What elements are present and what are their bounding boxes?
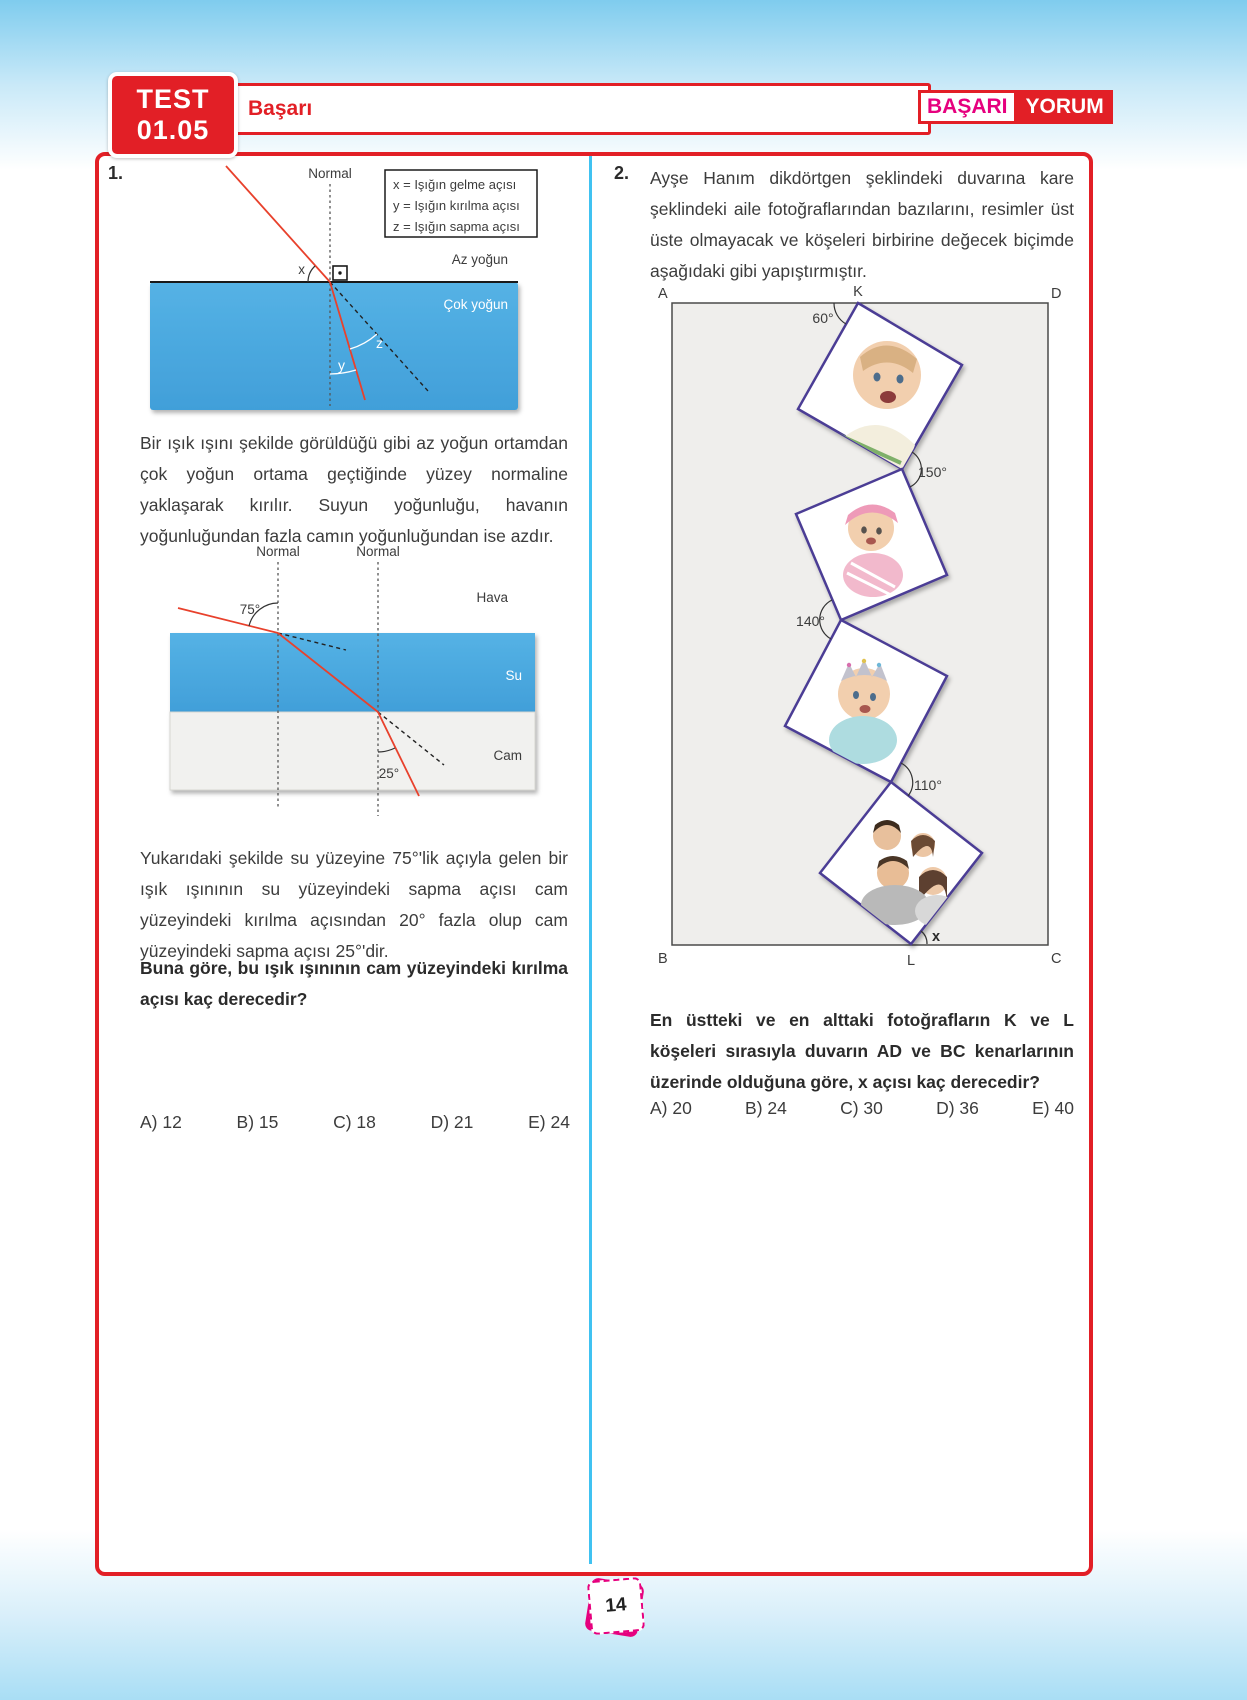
angle-x-label: x [932,929,941,945]
normal-label: Normal [308,166,352,181]
more-dense-label: Çok yoğun [443,297,508,312]
q2-option-c: C) 30 [840,1098,883,1118]
publisher-logo [918,90,1113,124]
angle-110-label: 110° [914,777,942,793]
test-number: 01.05 [136,115,210,145]
corner-c-label: C [1051,951,1062,967]
corner-a-label: A [658,286,668,302]
q2-option-e: E) 40 [1032,1098,1074,1118]
corner-b-label: B [658,951,668,967]
glass-angle-label: 25° [378,766,400,781]
glass-layer [170,712,535,790]
legend-line-z: z = Işığın sapma açısı [393,219,520,234]
point-l-label: L [906,953,916,969]
q1-option-a: A) 12 [140,1112,182,1132]
publisher-logo-right: YORUM [1017,90,1113,124]
glass-label: Cam [493,748,522,763]
q2-option-a: A) 20 [650,1098,692,1118]
q1-paragraph-1: Bir ışık ışını şekilde görüldüğü gibi az yoğun ortamdan çok yoğun ortama geçtiğinde yüzey normaline yaklaşarak kırılır. Suyun yoğunluğu, havanın yoğunluğundan fazla camın yoğunluğundan ise azdır. [140,433,568,546]
q1-option-b: B) 15 [236,1112,279,1132]
incident-ray [226,166,330,282]
page-number: 14 [587,1577,646,1636]
test-number-badge [108,72,238,158]
angle-140-label: 140° [796,613,825,629]
angle-60-label: 60° [812,310,834,326]
refraction-diagram-1 [108,162,548,424]
test-label: TEST [136,84,210,114]
right-angle-marker [333,266,347,280]
q1-paragraph-2: Yukarıdaki şekilde su yüzeyine 75°'lik açıyla gelen bir ışık ışınının su yüzeyindeki sapma açısı cam yüzeyindeki kırılma açısından 20° fazla olup cam yüzeyindeki sapma açısı 25°'dir. [140,848,568,961]
refraction-diagram-2 [130,540,550,835]
point-k-label: K [853,285,863,300]
normal-label-2: Normal [356,544,400,559]
header-title-bar [225,83,931,135]
subject-title: Başarı [248,97,313,120]
legend-box [385,170,537,237]
incident-angle-label: 75° [239,602,261,617]
water-layer [170,633,535,712]
wall-photos-diagram [655,285,1075,985]
q2-question: En üstteki ve en alttaki fotoğrafların K ve L köşeleri sırasıyla duvarın AD ve BC kenarlarının üzerinde olduğuna göre, x açısı kaç derecedir? [650,1010,1074,1092]
legend-line-x: x = Işığın gelme açısı [393,177,517,192]
q1-question: Buna göre, bu ışık ışınının cam yüzeyindeki kırılma açısı kaç derecedir? [140,958,568,1009]
incident-ray-air [178,608,278,633]
angle-150-label: 150° [918,464,947,480]
q1-option-d: D) 21 [430,1112,474,1132]
publisher-logo-left: BAŞARI [918,90,1017,124]
legend-line-y: y = Işığın kırılma açısı [393,198,520,213]
q2-paragraph: Ayşe Hanım dikdörtgen şeklindeki duvarına kare şeklindeki aile fotoğraflarından bazılarını, resimler üst üste olmayacak ve köşeleri birbirine değecek biçimde aşağıdaki gibi yapıştırmıştır. [650,168,1074,281]
page-number-badge [586,1578,646,1640]
less-dense-label: Az yoğun [451,252,508,267]
angle-x-label: x [298,262,305,277]
normal-label-1: Normal [256,544,300,559]
air-label: Hava [476,590,508,605]
angle-z-label: z [376,335,383,351]
q2-options [650,1098,1074,1119]
q1-options [140,1112,570,1133]
water-label: Su [505,668,522,683]
question-2-number: 2. [614,163,630,183]
q1-option-e: E) 24 [528,1112,570,1132]
q1-option-c: C) 18 [333,1112,376,1132]
angle-y-label: y [338,357,345,373]
corner-d-label: D [1051,286,1062,302]
q2-option-d: D) 36 [936,1098,979,1118]
q2-option-b: B) 24 [745,1098,787,1118]
column-divider [589,156,592,1564]
question-1-number: 1. [108,163,124,183]
